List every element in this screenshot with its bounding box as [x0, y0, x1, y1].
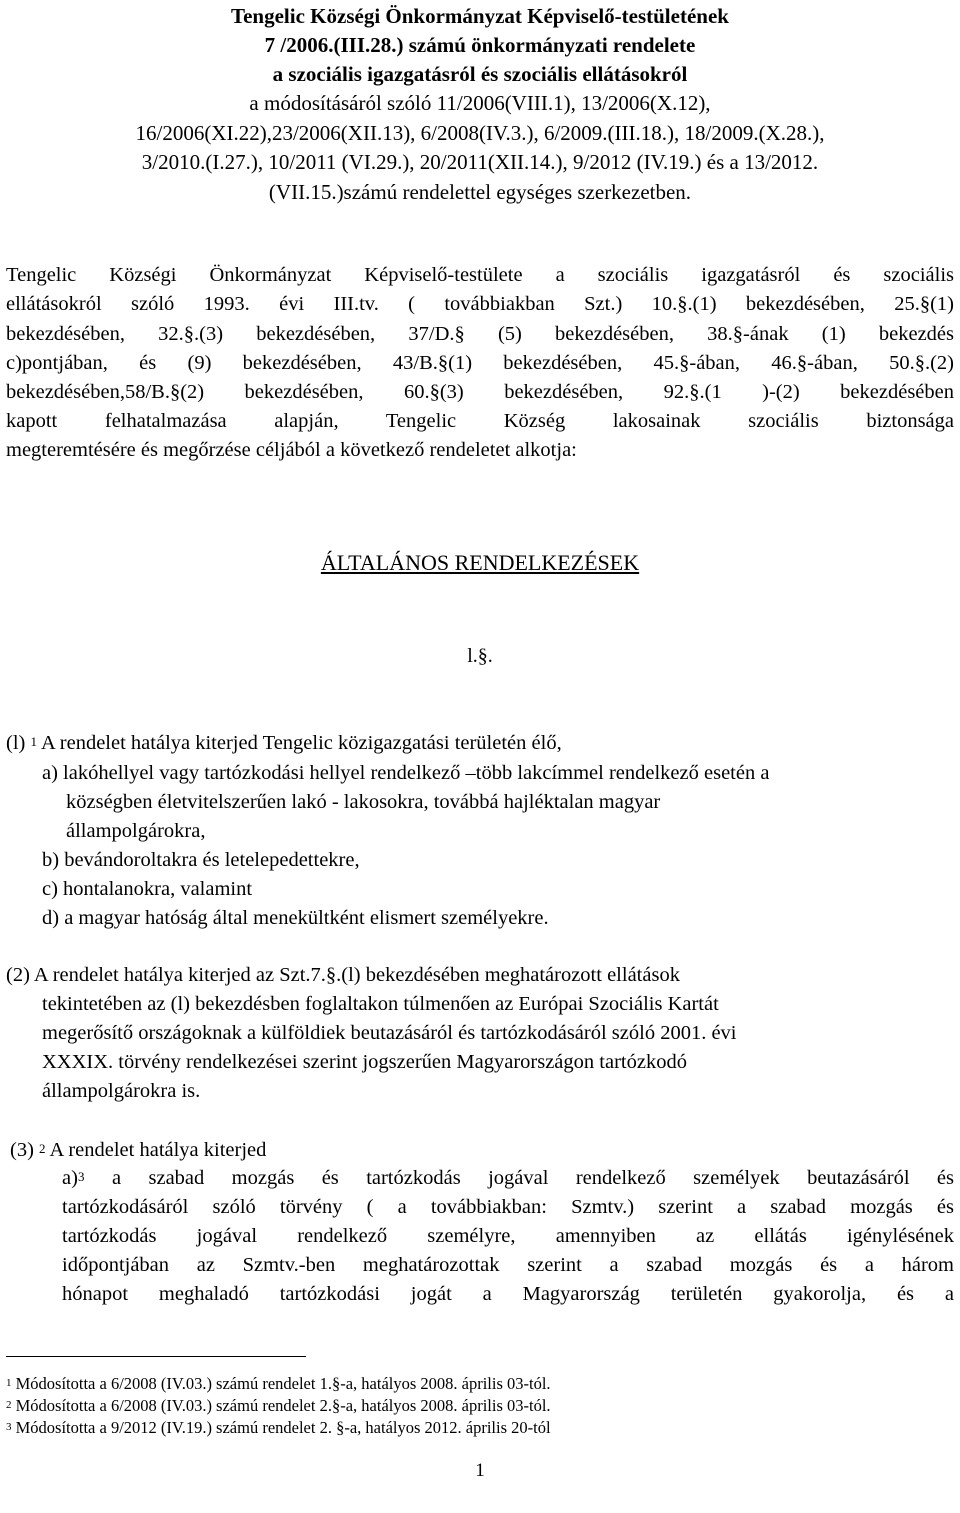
subsection-3-item-line: hónapot meghaladó tartózkodási jogát a Magyarország területén gyakorolja, és a [62, 1283, 954, 1305]
list-item-continuation: községben életvitelszerűen lakó - lakosokra, továbbá hajléktalan magyar [66, 791, 661, 813]
subsection-marker: (3) [10, 1139, 34, 1161]
subsection-1-intro [6, 729, 562, 758]
preamble-line: Tengelic Községi Önkormányzat Képviselő-testülete a szociális igazgatásról és szociális [6, 264, 954, 286]
footnote-number: 3 [6, 1421, 12, 1433]
preamble-line: bekezdésében,58/B.§(2) bekezdésében, 60.§(3) bekezdésében, 92.§.(1 )-(2) bekezdésében [6, 381, 954, 403]
footnote-text: Módosította a 6/2008 (IV.03.) számú rendelet 2.§-a, hatályos 2008. április 03-tól. [15, 1396, 551, 1415]
footnote [6, 1396, 551, 1416]
footnote-number: 1 [6, 1377, 12, 1389]
subsection-3-item-line: tartózkodásáról szóló törvény ( a továbbiakban: Szmtv.) szerint a szabad mozgás és [62, 1196, 954, 1218]
list-item: d) a magyar hatóság által menekültként elismert személyekre. [42, 907, 549, 929]
title-line: a szociális igazgatásról és szociális ellátásokról [272, 62, 688, 86]
subsection-text: A rendelet hatálya kiterjed Tengelic közigazgatási területén élő, [40, 732, 562, 754]
page-number: 1 [475, 1460, 485, 1481]
footnote-text: Módosította a 9/2012 (IV.19.) számú rendelet 2. §-a, hatályos 2012. április 20-tól [15, 1418, 551, 1437]
subsection-3-item-line: tartózkodás jogával rendelkező személyre, amennyiben az ellátás igénylésének [62, 1225, 954, 1247]
footnote-ref: 3 [77, 1169, 85, 1184]
preamble-line: megteremtésére és megőrzése céljából a következő rendeletet alkotja: [6, 439, 577, 461]
footnote [6, 1418, 551, 1438]
subsection-2-line: tekintetében az (l) bekezdésben foglaltakon túlmenően az Európai Szociális Kartát [42, 993, 719, 1015]
preamble-line: c)pontjában, és (9) bekezdésében, 43/B.§(1) bekezdésében, 45.§-ában, 46.§-ában, 50.§.(2) [6, 352, 954, 374]
item-letter: a) [62, 1167, 78, 1189]
footnote-number: 2 [6, 1399, 12, 1411]
list-item-continuation: állampolgárokra, [66, 820, 206, 842]
subsection-3-item-line: időpontjában az Szmtv.-ben meghatározottak szerint a szabad mozgás és a három [62, 1254, 954, 1276]
subsection-3-intro [10, 1136, 266, 1165]
title-normal-block [60, 89, 900, 207]
footnote-text: Módosította a 6/2008 (IV.03.) számú rendelet 1.§-a, hatályos 2008. április 03-tól. [15, 1374, 551, 1393]
paragraph-number: l.§. [467, 645, 493, 667]
title-line: 7 /2006.(III.28.) számú önkormányzati rendelete [264, 33, 696, 57]
list-item: b) bevándoroltakra és letelepedettekre, [42, 849, 360, 871]
footnote-ref: 2 [39, 1141, 46, 1156]
footnote-separator [6, 1356, 306, 1357]
item-marker [62, 1164, 84, 1193]
footnote [6, 1374, 551, 1394]
subsection-3-item-line: a szabad mozgás és tartózkodás jogával rendelkező személyek beutazásáról és [112, 1167, 954, 1189]
subsection-2-line: megerősítő országoknak a külföldiek beutazásáról és tartózkodásáról szóló 2001. évi [42, 1022, 737, 1044]
list-item: c) hontalanokra, valamint [42, 878, 253, 900]
title-bold-block [120, 2, 840, 89]
subsection-marker: (l) [6, 732, 26, 754]
preamble-line: bekezdésében, 32.§.(3) bekezdésében, 37/D.§ (5) bekezdésében, 38.§-ának (1) bekezdés [6, 323, 954, 345]
section-heading: ÁLTALÁNOS RENDELKEZÉSEK [320, 550, 640, 575]
subsection-text: A rendelet hatálya kiterjed [49, 1139, 267, 1161]
title-line: 16/2006(XI.22),23/2006(XII.13), 6/2008(IV.3.), 6/2009.(III.18.), 18/2009.(X.28.), [135, 120, 825, 145]
title-line: (VII.15.)számú rendelettel egységes szerkezetben. [268, 179, 692, 204]
subsection-2-line: XXXIX. törvény rendelkezései szerint jogszerűen Magyarországon tartózkodó [42, 1051, 687, 1073]
subsection-2-line: (2) A rendelet hatálya kiterjed az Szt.7.§.(l) bekezdésében meghatározott ellátások [6, 964, 680, 986]
title-line: a módosításáról szóló 11/2006(VIII.1), 13/2006(X.12), [249, 91, 711, 115]
list-item: a) lakóhellyel vagy tartózkodási hellyel rendelkező –több lakcímmel rendelkező esetén a [42, 762, 770, 784]
preamble-line: ellátásokról szóló 1993. évi III.tv. ( továbbiakban Szt.) 10.§.(1) bekezdésében, 25.§(1) [6, 293, 954, 315]
footnote-ref: 1 [30, 734, 37, 749]
title-line: Tengelic Községi Önkormányzat Képviselő-testületének [231, 4, 729, 28]
subsection-2-line: állampolgárokra is. [42, 1080, 201, 1102]
title-line: 3/2010.(I.27.), 10/2011 (VI.29.), 20/2011(XII.14.), 9/2012 (IV.19.) és a 13/2012. [141, 150, 819, 174]
preamble-line: kapott felhatalmazása alapján, Tengelic Község lakosainak szociális biztonsága [6, 410, 954, 432]
